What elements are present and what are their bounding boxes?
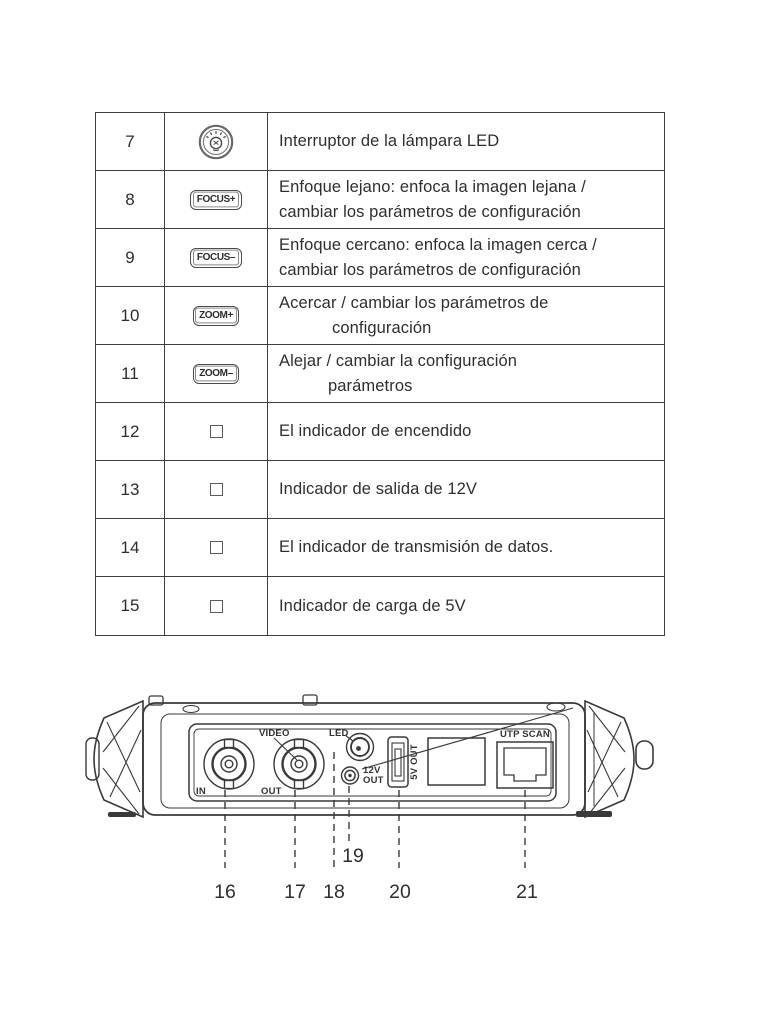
table-row: [96, 171, 664, 229]
led-lamp-connector: [347, 734, 374, 761]
12v-label-line1: 12V: [363, 765, 381, 776]
table-row: [96, 461, 664, 519]
description-line: Acercar / cambiar los parámetros de: [279, 293, 549, 312]
right-side-button: [636, 741, 653, 769]
5v-out-label: 5V OUT: [409, 744, 420, 780]
parts-table: [95, 112, 665, 636]
12v-indicator-square-icon: [165, 461, 268, 518]
callout-lines: [225, 752, 525, 868]
item-description: [268, 287, 664, 344]
item-number: 14: [96, 519, 165, 576]
item-description: [268, 461, 664, 518]
description-line: parámetros: [328, 376, 413, 395]
description-line: Interruptor de la lámpara LED: [279, 132, 500, 150]
item-description: [268, 113, 664, 170]
led-leader-line: [345, 735, 353, 741]
zoom-plus-button-icon: [165, 287, 268, 344]
button-label: FOCUS–: [193, 250, 239, 266]
description-line: El indicador de encendido: [279, 422, 472, 440]
zoom-minus-button-icon: [165, 345, 268, 402]
description-line: Enfoque cercano: enfoca la imagen cerca /: [279, 235, 597, 254]
table-row: [96, 113, 664, 171]
diagonal-leader-line: [362, 708, 573, 769]
12v-label-line2: OUT: [363, 775, 384, 786]
button-label: ZOOM+: [195, 308, 237, 324]
lamp-icon: [197, 123, 235, 161]
item-description: [268, 229, 664, 286]
focus-plus-button-icon: [165, 171, 268, 228]
table-row: [96, 287, 664, 345]
led-label: LED: [329, 728, 349, 739]
left-side-clip: [86, 738, 99, 780]
left-bumper: [94, 701, 143, 817]
video-label: VIDEO: [259, 728, 290, 739]
item-description: [268, 577, 664, 635]
table-row: [96, 519, 664, 577]
button-label: ZOOM–: [195, 366, 237, 382]
item-number: 13: [96, 461, 165, 518]
item-number: 15: [96, 577, 165, 635]
item-description: [268, 403, 664, 460]
callout-16: 16: [214, 881, 236, 903]
rj45-utp-port: [497, 742, 553, 788]
connector-panel: [189, 724, 556, 801]
description-line: El indicador de transmisión de datos.: [279, 538, 554, 556]
device-body: [143, 695, 585, 815]
item-number: 9: [96, 229, 165, 286]
blank-port-rectangle: [428, 738, 485, 785]
callout-20: 20: [389, 881, 411, 903]
item-number: 10: [96, 287, 165, 344]
bnc-video-out-connector: [274, 739, 324, 789]
table-row: [96, 403, 664, 461]
item-description: [268, 345, 664, 402]
description-line: configuración: [332, 318, 432, 337]
callout-17: 17: [284, 881, 306, 903]
table-row: [96, 345, 664, 403]
description-line: Indicador de salida de 12V: [279, 480, 477, 498]
out-label: OUT: [261, 786, 282, 797]
table-row: [96, 229, 664, 287]
description-line: Indicador de carga de 5V: [279, 596, 466, 615]
callout-21: 21: [516, 881, 538, 903]
right-bumper: [576, 701, 634, 817]
utp-scan-label: UTP SCAN: [500, 729, 550, 740]
item-number: 11: [96, 345, 165, 402]
item-number: 7: [96, 113, 165, 170]
in-label: IN: [196, 786, 206, 797]
item-number: 12: [96, 403, 165, 460]
table-row: [96, 577, 664, 635]
item-description: [268, 171, 664, 228]
callout-19: 19: [342, 845, 364, 867]
12v-out-jack: [342, 767, 359, 784]
focus-minus-button-icon: [165, 229, 268, 286]
description-line: cambiar los parámetros de configuración: [279, 202, 581, 221]
description-line: cambiar los parámetros de configuración: [279, 260, 581, 279]
description-line: Enfoque lejano: enfoca la imagen lejana /: [279, 177, 586, 196]
video-leader-line: [274, 738, 297, 760]
power-indicator-square-icon: [165, 403, 268, 460]
button-label: FOCUS+: [193, 192, 239, 208]
charge-indicator-square-icon: [165, 577, 268, 635]
item-description: [268, 519, 664, 576]
bnc-video-in-connector: [204, 739, 254, 789]
callout-18: 18: [323, 881, 345, 903]
description-line: Alejar / cambiar la configuración: [279, 351, 518, 370]
item-number: 8: [96, 171, 165, 228]
usb-5v-out-port: [388, 737, 408, 787]
data-indicator-square-icon: [165, 519, 268, 576]
led-lamp-button-icon: [165, 113, 268, 170]
